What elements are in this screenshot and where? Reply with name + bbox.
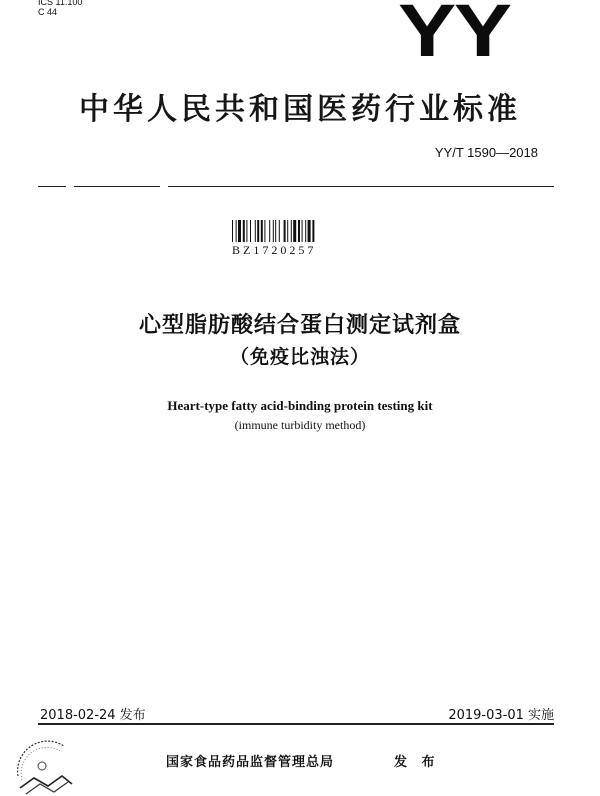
english-title: Heart-type fatty acid-binding protein testing kit [167, 398, 433, 413]
chinese-subtitle: （免疫比浊法） [229, 346, 370, 368]
english-subtitle: (immune turbidity method) [234, 418, 366, 432]
publisher-name: 国家食品药品监督管理总局 [166, 755, 335, 770]
header-divider-right [168, 186, 554, 187]
publish-label: 发 布 [394, 755, 440, 770]
standard-number: YY/T 1590—2018 [434, 145, 538, 160]
standard-body-title: 中华人民共和国医药行业标准 [79, 92, 521, 127]
issue-date: 2018-02-24 发布 [40, 708, 146, 723]
barcode-number: BZ1720257 [232, 243, 317, 257]
ccs-code: C 44 [38, 7, 58, 17]
classification-codes [38, 0, 82, 17]
chinese-title: 心型脂肪酸结合蛋白测定试剂盒 [138, 313, 461, 338]
implementation-date: 2019-03-01 实施 [448, 708, 554, 723]
ics-code: ICS 11.100 [38, 0, 83, 7]
footer-divider [38, 723, 554, 725]
header-divider-middle [74, 186, 160, 187]
yy-logo: YY [398, 0, 510, 72]
barcode-icon [232, 220, 344, 242]
seal-stamp-icon [12, 736, 82, 796]
header-divider-left [38, 186, 66, 187]
